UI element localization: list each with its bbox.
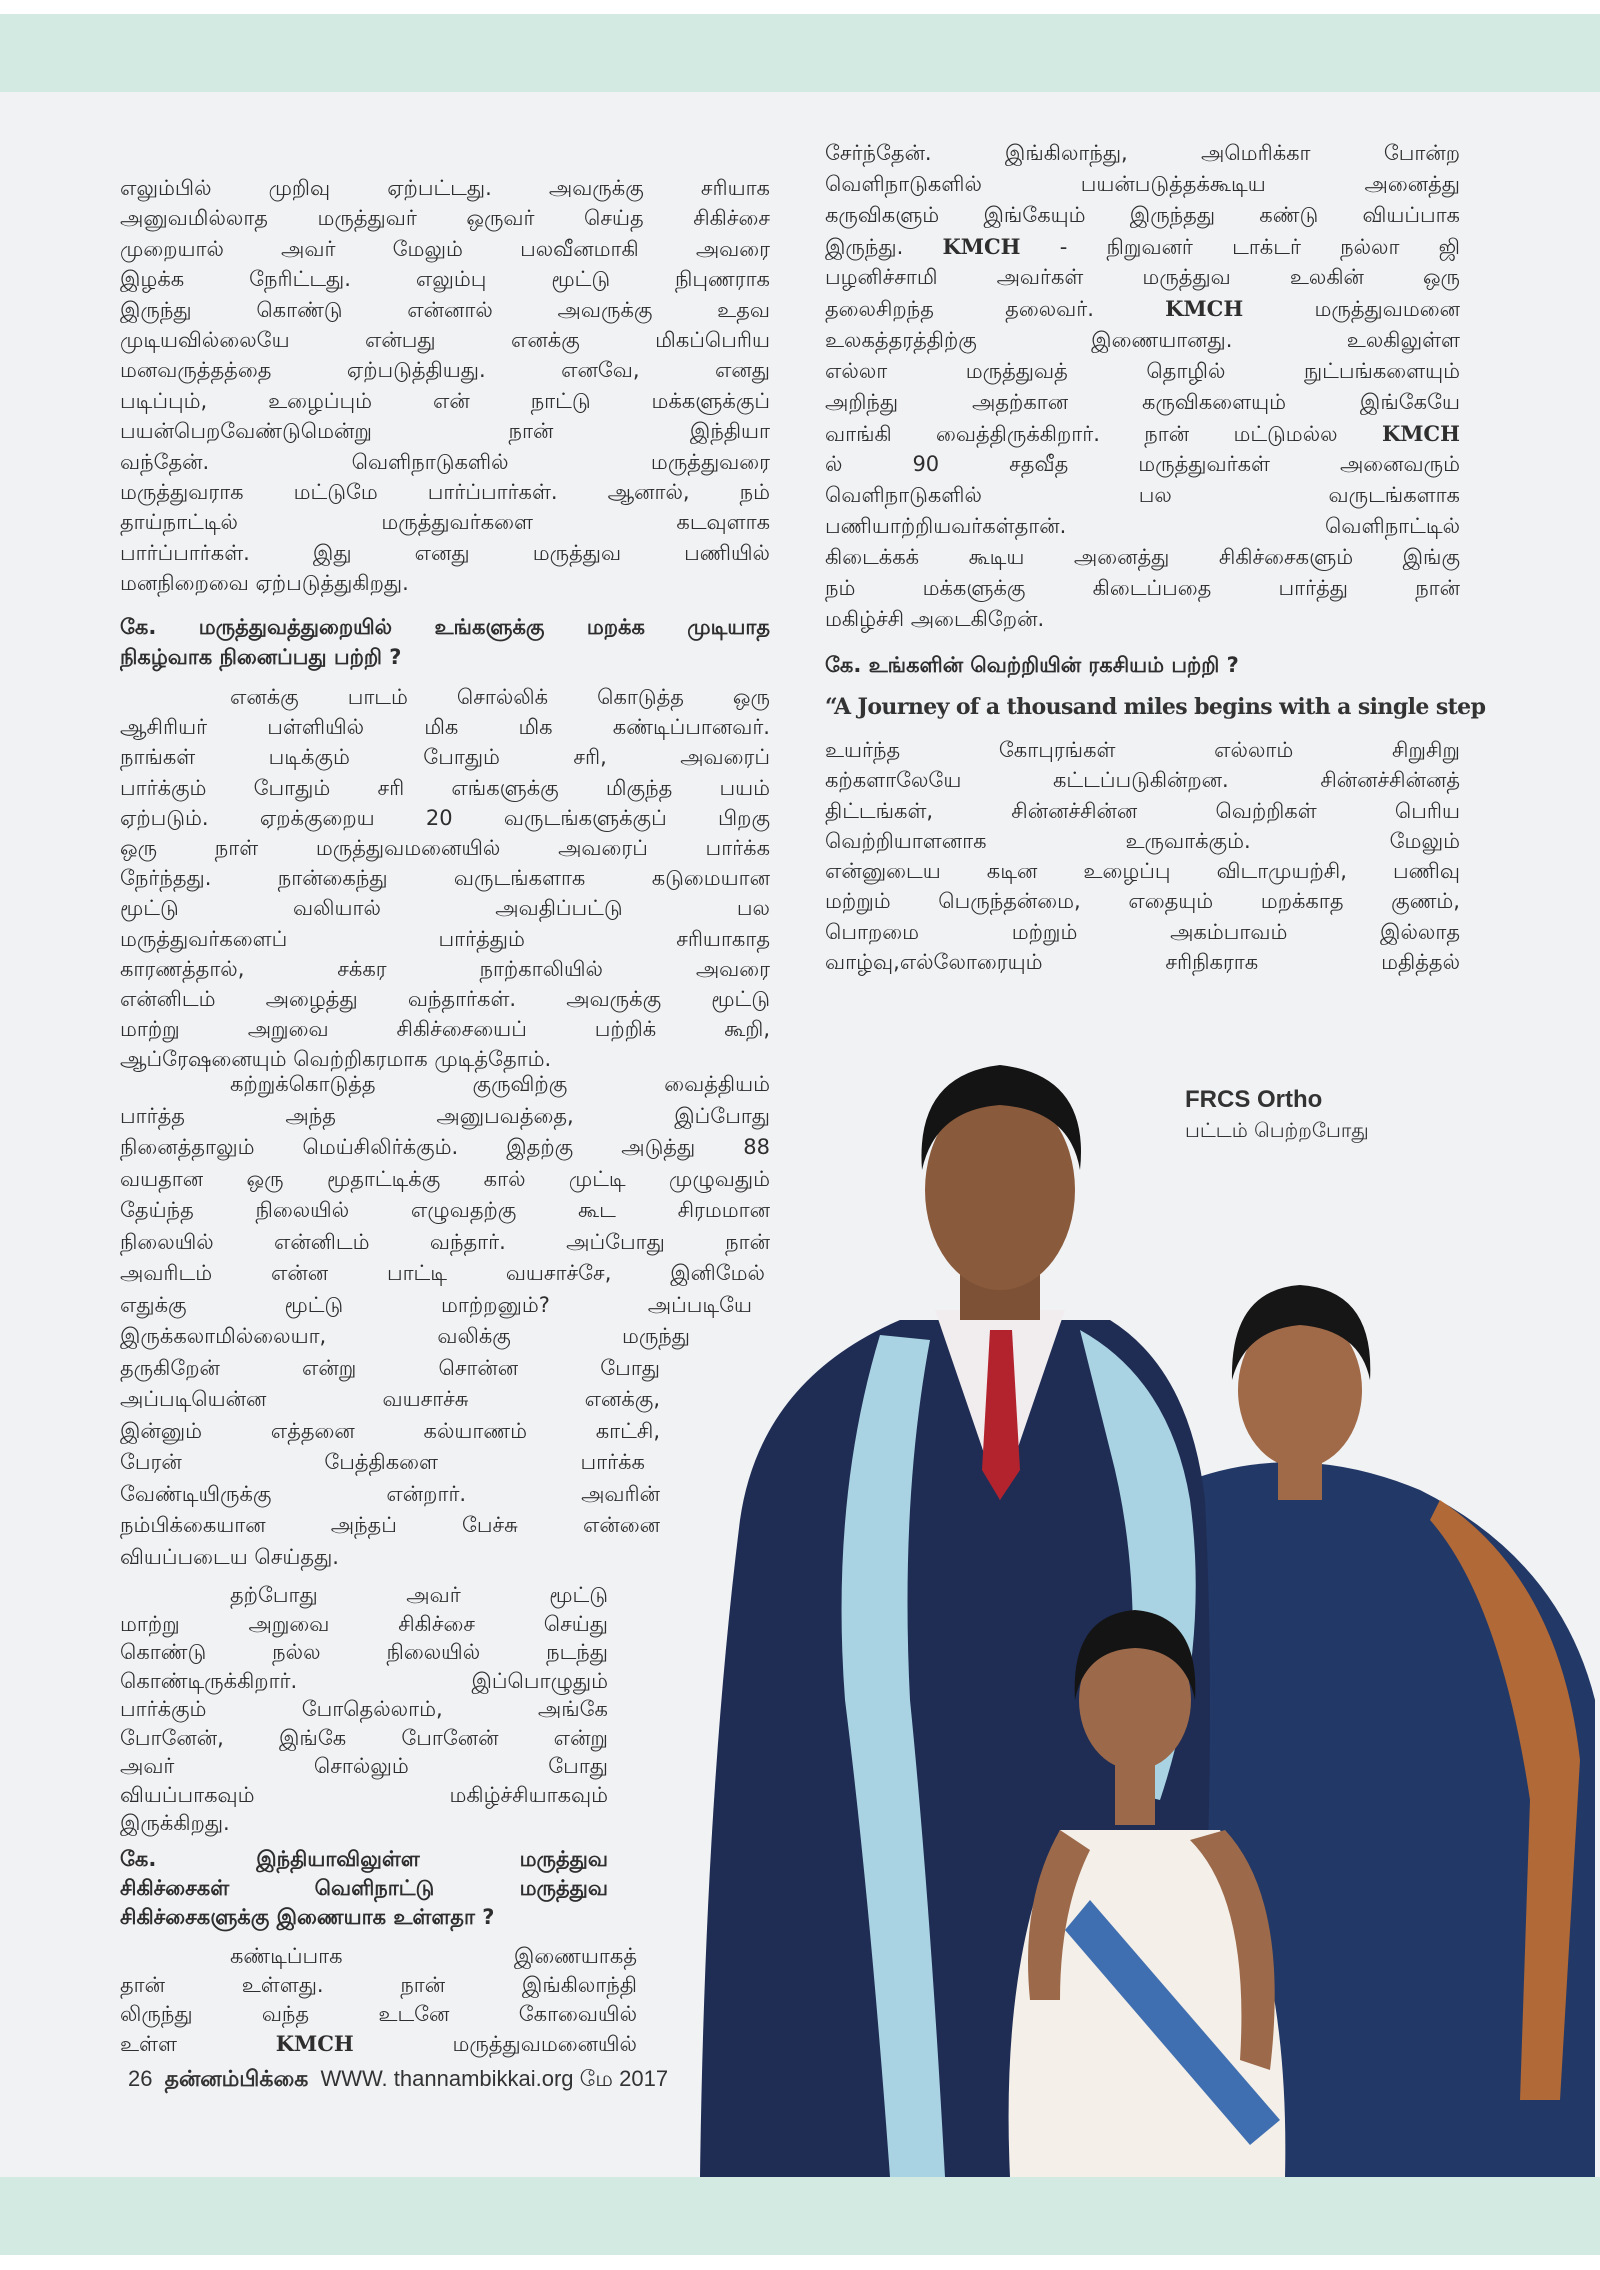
text-line: பார்க்கும் போதெல்லாம், அங்கே (120, 1697, 608, 1721)
paragraph-left-p1 (120, 173, 770, 598)
paragraph-left-p2 (120, 682, 770, 1074)
caption-title: FRCS Ortho (1185, 1086, 1323, 1113)
text-line: கற்றுக்கொடுத்த குருவிற்கு வைத்தியம் (230, 1072, 770, 1096)
text-line: பயன்பெறவேண்டுமென்று நான் இந்தியா (120, 419, 770, 444)
text-line: என்னுடைய கடின உழைப்பு விடாமுயற்சி, பணிவு (825, 859, 1460, 884)
text-line: பார்த்த அந்த அனுபவத்தை, இப்போது (120, 1103, 770, 1128)
text-line: பேரன் பேத்திகளை பார்க்க (120, 1450, 645, 1474)
text-line: ல் 90 சதவீத மருத்துவர்கள் அனைவரும் (825, 451, 1460, 476)
text-line: நேர்ந்தது. நான்கைந்து வருடங்களாக கடுமையான (120, 866, 770, 891)
text-line: உயர்ந்த கோபுரங்கள் எல்லாம் சிறுசிறு (825, 738, 1460, 762)
text-line: உலகத்தரத்திற்கு இணையானது. உலகிலுள்ள (825, 327, 1460, 352)
question-line: நிகழ்வாக நினைப்பது பற்றி ? (120, 645, 402, 669)
kmch-acronym: KMCH (1381, 420, 1460, 446)
photo-caption (1185, 1086, 1369, 1145)
text-line: முறையால் அவர் மேலும் பலவீனமாகி அவரை (120, 236, 770, 261)
text-line: எலும்பில் முறிவு ஏற்பட்டது. அவருக்கு சரியாக (120, 176, 770, 200)
text-line: அறிந்து அதற்கான கருவிகளையும் இங்கேயே (825, 389, 1460, 414)
kmch-acronym: KMCH (1165, 296, 1244, 322)
text-line: ஆப்ரேஷனையும் வெற்றிகரமாக முடித்தோம். (120, 1047, 552, 1072)
text-line: வெளிநாடுகளில் பல வருடங்களாக (825, 483, 1460, 508)
text-line: கண்டிப்பாக இணையாகத் (230, 1944, 637, 1968)
text-line: வேண்டியிருக்கு என்றார். அவரின் (120, 1481, 660, 1506)
kmch-acronym: KMCH (275, 2031, 354, 2056)
text-line: இருந்து. KMCH - நிறுவனர் டாக்டர் நல்லா ஜி (825, 234, 1460, 260)
text-line: மாற்று அறுவை சிகிச்சையைப் பற்றிக் கூறி, (120, 1017, 770, 1042)
family-photo (660, 1040, 1600, 2177)
text-line: மூட்டு வலியால் அவதிப்பட்டு பல (120, 896, 770, 921)
text-line: திட்டங்கள், சின்னச்சின்ன வெற்றிகள் பெரிய (825, 798, 1460, 823)
text-line: மனவருத்தத்தை ஏற்படுத்தியது. எனவே, எனது (120, 358, 770, 383)
website-link[interactable]: WWW. thannambikkai.org (320, 2066, 574, 2091)
text-line: கருவிகளும் இங்கேயும் இருந்தது கண்டு வியப்பாக (825, 203, 1460, 228)
question-line: சிகிச்சைகள் வெளிநாட்டு மருத்துவ (120, 1876, 608, 1900)
paragraph-left-p5 (120, 1942, 637, 2058)
text-line: இருந்து கொண்டு என்னால் அவருக்கு உதவ (120, 297, 770, 322)
paragraph-right-p2 (825, 735, 1460, 977)
top-margin (0, 0, 1600, 14)
question-line: கே. உங்களின் வெற்றியின் ரகசியம் பற்றி ? (825, 653, 1239, 677)
text-line: நம்பிக்கையான அந்தப் பேச்சு என்னை (120, 1513, 660, 1537)
text-line: மகிழ்ச்சி அடைகிறேன். (825, 607, 1045, 632)
issue-date: மே 2017 (579, 2066, 669, 2091)
text-line: வெற்றியாளனாக உருவாக்கும். மேலும் (825, 828, 1460, 853)
text-line: இருக்கிறது. (120, 1811, 230, 1835)
text-line: எல்லா மருத்துவத் தொழில் நுட்பங்களையும் (825, 358, 1460, 383)
magazine-logo: தன்னம்பிக்கை (164, 2066, 309, 2091)
text-line: எனக்கு பாடம் சொல்லிக் கொடுத்த ஒரு (230, 685, 770, 709)
text-line: மாற்று அறுவை சிகிச்சை செய்து (120, 1611, 608, 1636)
text-line: மனநிறைவை ஏற்படுத்துகிறது. (120, 571, 409, 596)
question-line: கே. மருத்துவத்துறையில் உங்களுக்கு மறக்க முடியாத (120, 615, 770, 639)
text-line: கொண்டு நல்ல நிலையில் நடந்து (120, 1640, 608, 1664)
text-line: தான் உள்ளது. நான் இங்கிலாந்தி (120, 1973, 637, 1997)
text-line: சேர்ந்தேன். இங்கிலாந்து, அமெரிக்கா போன்ற (825, 141, 1460, 165)
text-line: வெளிநாடுகளில் பயன்படுத்தக்கூடிய அனைத்து (825, 172, 1460, 197)
text-line: எதுக்கு மூட்டு மாற்றனும்? அப்படியே (120, 1292, 752, 1317)
text-line: இன்னும் எத்தனை கல்யாணம் காட்சி, (120, 1418, 660, 1443)
text-line: மருத்துவர்களைப் பார்த்தும் சரியாகாத (120, 926, 770, 951)
text-line: கொண்டிருக்கிறார். இப்பொழுதும் (120, 1668, 608, 1693)
text-line: நினைத்தாலும் மெய்சிலிர்க்கும். இதற்கு அடுத்து 88 (120, 1135, 770, 1159)
footer-band (0, 2177, 1600, 2255)
text-line: ஆசிரியர் பள்ளியில் மிக மிக கண்டிப்பானவர். (120, 715, 770, 740)
text-line: நிலையில் என்னிடம் வந்தார். அப்போது நான் (120, 1229, 770, 1254)
text-line: தாய்நாட்டில் மருத்துவர்களை கடவுளாக (120, 510, 770, 535)
page-number: 26 (128, 2066, 153, 2091)
question-right-q4 (825, 650, 1460, 680)
text-line: வாழ்வு,எல்லோரையும் சரிநிகராக மதித்தல் (825, 950, 1460, 975)
text-line: இருக்கலாமில்லையா, வலிக்கு மருந்து (120, 1324, 690, 1348)
text-line: போனேன், இங்கே போனேன் என்று (120, 1725, 608, 1750)
question-left-q3 (120, 1845, 608, 1932)
text-line: என்னிடம் அழைத்து வந்தார்கள். அவருக்கு மூட்டு (120, 986, 770, 1011)
paragraph-left-p3 (120, 1069, 770, 1573)
text-line: காரணத்தால், சக்கர நாற்காலியில் அவரை (120, 956, 770, 981)
text-line: இழக்க நேரிட்டது. எலும்பு மூட்டு நிபுணராக (120, 267, 770, 292)
header-band (0, 14, 1600, 92)
page-footer (128, 2066, 668, 2095)
question-line: சிகிச்சைகளுக்கு இணையாக உள்ளதா ? (120, 1905, 495, 1929)
text-line: நாங்கள் படிக்கும் போதும் சரி, அவரைப் (120, 745, 770, 770)
text-line: வியப்பாகவும் மகிழ்ச்சியாகவும் (120, 1782, 608, 1807)
text-line: படிப்பும், உழைப்பும் என் நாட்டு மக்களுக்குப் (120, 388, 770, 413)
text-line: தற்போது அவர் மூட்டு (230, 1583, 608, 1607)
text-line: மற்றும் பெருந்தன்மை, எதையும் மறக்காத குணம், (825, 889, 1460, 914)
text-line: நம் மக்களுக்கு கிடைப்பதை பார்த்து நான் (825, 576, 1460, 601)
quote-heading: “A Journey of a thousand miles begins with a single step (825, 694, 1486, 720)
text-line: தலைசிறந்த தலைவர். KMCH மருத்துவமனை (825, 296, 1460, 322)
question-left-q1 (120, 612, 770, 672)
text-line: அவரிடம் என்ன பாட்டி வயசாச்சே, இனிமேல் (120, 1261, 765, 1285)
paragraph-left-p4 (120, 1581, 608, 1838)
text-line: முடியவில்லையே என்பது எனக்கு மிகப்பெரிய (120, 327, 770, 352)
text-line: பார்ப்பார்கள். இது எனது மருத்துவ பணியில் (120, 540, 770, 565)
text-line: கிடைக்கக் கூடிய அனைத்து சிகிச்சைகளும் இங்கு (825, 545, 1460, 570)
text-line: தேய்ந்த நிலையில் எழுவதற்கு கூட சிரமமான (120, 1198, 770, 1222)
text-line: ஏற்படும். ஏறக்குறைய 20 வருடங்களுக்குப் பிறகு (120, 805, 770, 830)
text-line: தருகிறேன் என்று சொன்ன போது (120, 1355, 660, 1380)
text-line: பொறமை மற்றும் அகம்பாவம் இல்லாத (825, 919, 1460, 944)
text-line: பணியாற்றியவர்கள்தான். வெளிநாட்டில் (825, 514, 1460, 539)
paragraph-right-p1 (825, 138, 1460, 636)
text-line: பழனிச்சாமி அவர்கள் மருத்துவ உலகின் ஒரு (825, 265, 1460, 290)
text-line: வயதான ஒரு மூதாட்டிக்கு கால் முட்டி முழுவதும் (120, 1166, 770, 1191)
text-line: அவர் சொல்லும் போது (120, 1754, 608, 1778)
caption-subtitle: பட்டம் பெற்றபோது (1185, 1118, 1369, 1142)
text-line: ஒரு நாள் மருத்துவமனையில் அவரைப் பார்க்க (120, 835, 770, 860)
graduation-photo-illustration (660, 1040, 1600, 2177)
text-line: உள்ள KMCH மருத்துவமனையில் (120, 2031, 637, 2056)
text-line: கற்களாலேயே கட்டப்படுகின்றன. சின்னச்சின்னத் (825, 768, 1460, 793)
kmch-acronym: KMCH (942, 234, 1021, 260)
text-line: வியப்படைய செய்தது. (120, 1544, 339, 1569)
text-line: லிருந்து வந்த உடனே கோவையில் (120, 2002, 637, 2026)
text-line: வந்தேன். வெளிநாடுகளில் மருத்துவரை (120, 449, 770, 474)
bottom-margin (0, 2255, 1600, 2270)
question-line: கே. இந்தியாவிலுள்ள மருத்துவ (120, 1847, 608, 1871)
text-line: பார்க்கும் போதும் சரி எங்களுக்கு மிகுந்த பயம் (120, 775, 770, 800)
text-line: வாங்கி வைத்திருக்கிறார். நான் மட்டுமல்ல KMCH (825, 420, 1460, 446)
text-line: அப்படியென்ன வயசாச்சு எனக்கு, (120, 1387, 660, 1411)
text-line: மருத்துவராக மட்டுமே பார்ப்பார்கள். ஆனால், நம் (120, 479, 770, 504)
text-line: அனுவமில்லாத மருத்துவர் ஒருவர் செய்த சிகிச்சை (120, 206, 770, 231)
